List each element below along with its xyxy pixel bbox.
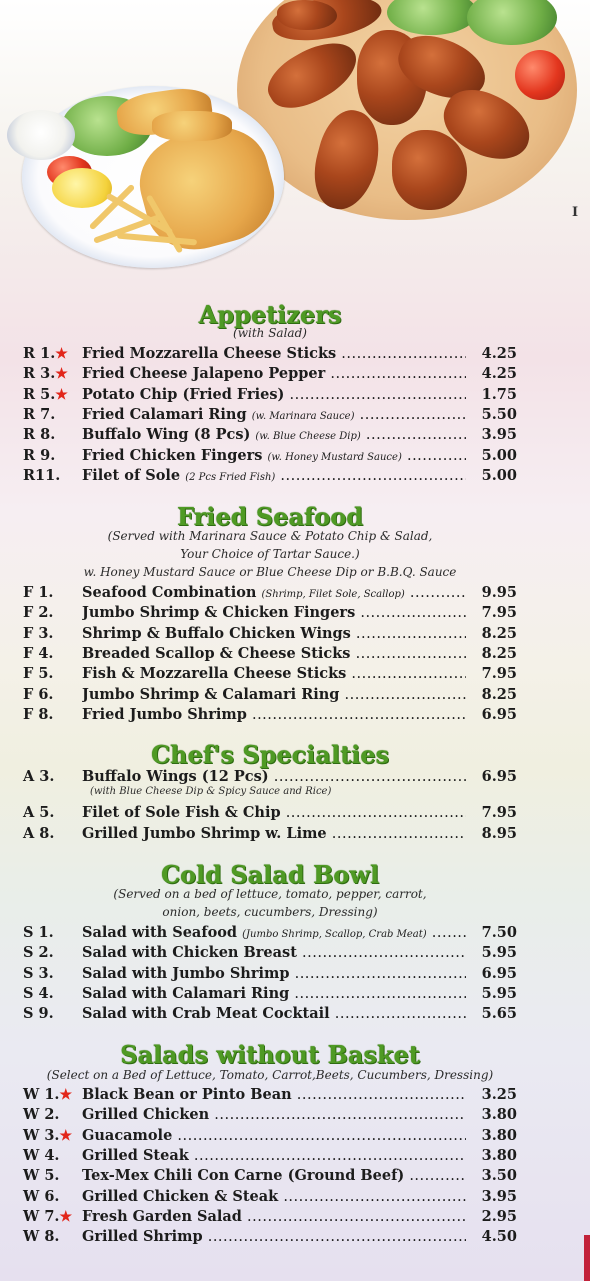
item-code bbox=[23, 824, 54, 844]
menu-item-row[interactable] bbox=[0, 943, 540, 963]
section-title: Cold Salad Bowl bbox=[160, 860, 380, 889]
item-name-text: Fresh Garden Salad bbox=[82, 1207, 242, 1225]
item-name bbox=[82, 1227, 466, 1247]
item-name-text: Buffalo Wings (12 Pcs) bbox=[82, 768, 269, 785]
item-name bbox=[82, 664, 466, 684]
item-name bbox=[82, 446, 466, 468]
menu-item-row[interactable] bbox=[0, 964, 540, 984]
item-name-text: Potato Chip (Fried Fries) bbox=[82, 385, 285, 403]
lettuce-garnish bbox=[387, 0, 477, 35]
menu-item-row[interactable] bbox=[0, 767, 540, 787]
page-edge-strip bbox=[584, 1235, 590, 1281]
item-code bbox=[23, 1126, 72, 1146]
item-code-text: S 4. bbox=[23, 984, 54, 1002]
item-code bbox=[23, 603, 53, 623]
item-name bbox=[82, 1004, 466, 1024]
item-code-text: W 6. bbox=[23, 1187, 60, 1205]
item-code bbox=[23, 1004, 54, 1024]
item-name-text: Tex-Mex Chili Con Carne (Ground Beef) bbox=[82, 1167, 405, 1185]
item-price: 4.25 bbox=[481, 365, 517, 383]
item-price: 4.25 bbox=[481, 345, 517, 362]
item-price: 3.95 bbox=[481, 1187, 517, 1205]
item-code bbox=[23, 364, 68, 384]
item-code bbox=[23, 446, 55, 466]
fish-and-chips-plate-image bbox=[22, 86, 284, 268]
item-price: 5.50 bbox=[481, 405, 517, 423]
item-code bbox=[23, 964, 54, 984]
item-name-text: Breaded Scallop & Cheese Sticks bbox=[82, 644, 351, 662]
item-name-text: Fried Calamari Ring bbox=[82, 405, 247, 423]
menu-item-row[interactable] bbox=[0, 1227, 540, 1247]
item-note: (Jumbo Shrimp, Scallop, Crab Meat) bbox=[242, 929, 427, 940]
menu-item-row[interactable] bbox=[0, 624, 540, 644]
item-code bbox=[23, 685, 53, 705]
star-icon: ★ bbox=[55, 386, 68, 403]
item-code bbox=[23, 385, 68, 405]
buffalo-wings-platter-image bbox=[237, 0, 577, 220]
menu-item-row[interactable] bbox=[0, 1207, 540, 1227]
item-price: 7.95 bbox=[481, 604, 517, 622]
item-code bbox=[23, 1085, 72, 1105]
item-code-text: S 1. bbox=[23, 924, 54, 941]
item-name bbox=[82, 1187, 466, 1207]
item-name bbox=[82, 1166, 466, 1186]
item-code-text: R11. bbox=[23, 466, 61, 484]
item-name bbox=[82, 923, 466, 945]
menu-item-row[interactable] bbox=[0, 1187, 540, 1207]
item-name bbox=[82, 984, 466, 1004]
section-note: (with Salad) bbox=[233, 326, 307, 340]
menu-item-row[interactable] bbox=[0, 1166, 540, 1186]
section-note: onion, beets, cucumbers, Dressing) bbox=[162, 905, 378, 919]
item-code-text: F 4. bbox=[23, 644, 54, 662]
item-price: 3.50 bbox=[481, 1167, 517, 1185]
menu-item-row[interactable] bbox=[0, 1146, 540, 1166]
item-code-text: A 8. bbox=[23, 824, 55, 842]
item-code bbox=[23, 767, 54, 787]
item-name bbox=[82, 344, 466, 364]
item-name-text: Grilled Chicken bbox=[82, 1106, 210, 1124]
item-code bbox=[23, 1187, 59, 1207]
item-note: (w. Blue Cheese Dip) bbox=[255, 431, 361, 443]
item-price: 1.75 bbox=[481, 385, 517, 403]
item-name bbox=[82, 1105, 466, 1125]
item-price: 5.00 bbox=[481, 446, 517, 464]
star-icon: ★ bbox=[55, 346, 68, 362]
item-name-text: Jumbo Shrimp & Chicken Fingers bbox=[82, 604, 356, 622]
item-price: 6.95 bbox=[481, 964, 517, 982]
item-name bbox=[82, 685, 466, 705]
menu-item-row[interactable] bbox=[0, 1105, 540, 1125]
item-code bbox=[23, 425, 55, 445]
item-code-text: F 2. bbox=[23, 604, 54, 622]
menu-item-row[interactable] bbox=[0, 364, 540, 384]
item-name bbox=[82, 1146, 466, 1166]
item-code-text: F 6. bbox=[23, 685, 54, 703]
item-code bbox=[23, 923, 54, 943]
item-code-text: S 3. bbox=[23, 964, 54, 982]
item-name bbox=[82, 466, 466, 488]
item-code bbox=[23, 1227, 59, 1247]
menu-item-row[interactable] bbox=[0, 583, 540, 603]
item-name bbox=[82, 603, 466, 623]
item-name-text: Salad with Chicken Breast bbox=[82, 944, 297, 962]
item-code bbox=[23, 624, 53, 644]
item-name bbox=[82, 405, 466, 427]
item-name bbox=[82, 803, 466, 823]
item-name-text: Jumbo Shrimp & Calamari Ring bbox=[82, 685, 340, 703]
section-note: (Served with Marinara Sauce & Potato Chip & Salad, bbox=[107, 529, 433, 543]
item-code-text: F 3. bbox=[23, 624, 54, 642]
menu-item-row[interactable] bbox=[0, 705, 540, 725]
section-note: (Select on a Bed of Lettuce, Tomato, Carrot,Beets, Cucumbers, Dressing) bbox=[46, 1068, 494, 1082]
item-price: 4.50 bbox=[481, 1228, 517, 1246]
item-price: 3.80 bbox=[481, 1146, 517, 1164]
item-code-text: A 3. bbox=[23, 768, 55, 785]
item-price: 8.25 bbox=[481, 685, 517, 703]
item-name-text: Guacamole bbox=[82, 1126, 173, 1144]
item-name bbox=[82, 705, 466, 725]
menu-item-row[interactable] bbox=[0, 1126, 540, 1146]
item-name bbox=[82, 767, 466, 787]
item-name-text: Seafood Combination bbox=[82, 584, 257, 601]
item-price: 3.80 bbox=[481, 1106, 517, 1124]
item-name-text: Fried Mozzarella Cheese Sticks bbox=[82, 345, 337, 362]
item-code bbox=[23, 1105, 59, 1125]
star-icon: ★ bbox=[59, 1208, 73, 1225]
menu-item-row[interactable] bbox=[0, 446, 540, 466]
item-code bbox=[23, 803, 54, 823]
item-name-text: Grilled Steak bbox=[82, 1146, 189, 1164]
item-code bbox=[23, 1166, 59, 1186]
item-name bbox=[82, 624, 466, 644]
item-price: 5.95 bbox=[481, 944, 517, 962]
item-code bbox=[23, 984, 54, 1004]
menu-item-row[interactable] bbox=[0, 1004, 540, 1024]
item-code bbox=[23, 664, 53, 684]
item-code bbox=[23, 405, 55, 425]
item-price: 8.25 bbox=[481, 624, 517, 642]
item-code-text: R 3. bbox=[23, 365, 56, 383]
item-price: 5.95 bbox=[481, 984, 517, 1002]
item-price: 7.50 bbox=[481, 924, 517, 941]
menu-item-row[interactable] bbox=[0, 405, 540, 425]
item-code-text: A 5. bbox=[23, 804, 55, 822]
item-note: (Shrimp, Filet Sole, Scallop) bbox=[261, 589, 405, 600]
lettuce-garnish bbox=[467, 0, 557, 45]
item-code-text: W 7. bbox=[23, 1207, 60, 1225]
item-code-text: R 8. bbox=[23, 426, 56, 444]
item-price: 8.95 bbox=[481, 824, 517, 842]
item-code-text: R 7. bbox=[23, 405, 56, 423]
item-code-text: R 5. bbox=[23, 385, 56, 403]
menu-item-row[interactable] bbox=[0, 385, 540, 405]
item-code bbox=[23, 583, 53, 603]
fried-fish bbox=[152, 111, 232, 141]
item-name-text: Fried Cheese Jalapeno Pepper bbox=[82, 365, 326, 383]
section-title: Appetizers bbox=[198, 300, 342, 329]
item-code-text: F 5. bbox=[23, 665, 54, 683]
item-name-text: Filet of Sole Fish & Chip bbox=[82, 804, 281, 822]
item-name-text: Filet of Sole bbox=[82, 466, 181, 484]
item-name bbox=[82, 364, 466, 384]
item-name bbox=[82, 1207, 466, 1227]
item-name bbox=[82, 824, 466, 844]
item-price: 8.25 bbox=[481, 644, 517, 662]
item-code bbox=[23, 1146, 59, 1166]
item-name-text: Black Bean or Pinto Bean bbox=[82, 1086, 292, 1103]
item-name-text: Salad with Jumbo Shrimp bbox=[82, 964, 290, 982]
item-name-text: Fried Jumbo Shrimp bbox=[82, 705, 247, 723]
tomato-garnish bbox=[515, 50, 565, 100]
item-name-text: Salad with Seafood bbox=[82, 924, 238, 941]
item-price: 2.95 bbox=[481, 1207, 517, 1225]
section-title: Fried Seafood bbox=[176, 502, 364, 531]
item-code-text: W 2. bbox=[23, 1106, 60, 1124]
wing bbox=[277, 0, 337, 30]
star-icon: ★ bbox=[59, 1087, 73, 1103]
item-note: (w. Honey Mustard Sauce) bbox=[267, 451, 402, 463]
section-title: Salads without Basket bbox=[120, 1040, 420, 1069]
item-name-text: Grilled Jumbo Shrimp w. Lime bbox=[82, 824, 327, 842]
item-code-text: R 9. bbox=[23, 446, 56, 464]
item-name bbox=[82, 583, 466, 605]
item-name bbox=[82, 964, 466, 984]
item-name bbox=[82, 943, 466, 963]
item-code-text: W 1. bbox=[23, 1086, 60, 1103]
star-icon: ★ bbox=[55, 366, 68, 383]
item-name bbox=[82, 425, 466, 447]
menu-item-row[interactable] bbox=[0, 923, 540, 943]
item-code-text: W 4. bbox=[23, 1146, 60, 1164]
item-code-text: F 1. bbox=[23, 584, 54, 601]
item-subnote: (with Blue Cheese Dip & Spicy Sauce and Rice) bbox=[90, 786, 332, 798]
section-note: w. Honey Mustard Sauce or Blue Cheese Dip or B.B.Q. Sauce bbox=[83, 565, 457, 579]
item-code bbox=[23, 943, 54, 963]
menu-item-row[interactable] bbox=[0, 1085, 540, 1105]
section-note: (Served on a bed of lettuce, tomato, pepper, carrot, bbox=[113, 887, 427, 901]
item-name bbox=[82, 385, 466, 405]
item-code-text: W 8. bbox=[23, 1228, 60, 1246]
item-price: 3.80 bbox=[481, 1126, 517, 1144]
item-price: 3.95 bbox=[481, 426, 517, 444]
item-code bbox=[23, 644, 53, 664]
menu-item-row[interactable] bbox=[0, 664, 540, 684]
item-price: 6.95 bbox=[481, 768, 517, 785]
item-code bbox=[23, 466, 60, 486]
item-price: 3.25 bbox=[481, 1086, 517, 1103]
lemon-wedge bbox=[52, 168, 112, 208]
page-edge-mark: I bbox=[572, 205, 579, 220]
menu-item-row[interactable] bbox=[0, 344, 540, 364]
item-name-text: Shrimp & Buffalo Chicken Wings bbox=[82, 624, 351, 642]
coleslaw-cup bbox=[7, 110, 75, 160]
star-icon: ★ bbox=[59, 1127, 73, 1144]
item-code bbox=[23, 1207, 72, 1227]
item-price: 6.95 bbox=[481, 705, 517, 723]
item-code-text: W 5. bbox=[23, 1167, 60, 1185]
section-title: Chef's Specialties bbox=[150, 740, 390, 769]
item-name-text: Fish & Mozzarella Cheese Sticks bbox=[82, 665, 347, 683]
menu-item-row[interactable] bbox=[0, 644, 540, 664]
menu-item-row[interactable] bbox=[0, 466, 540, 486]
menu-item-row[interactable] bbox=[0, 984, 540, 1004]
item-name-text: Grilled Shrimp bbox=[82, 1228, 203, 1246]
item-note: (2 Pcs Fried Fish) bbox=[185, 471, 276, 483]
item-name-text: Salad with Crab Meat Cocktail bbox=[82, 1005, 330, 1023]
item-code-text: F 8. bbox=[23, 705, 54, 723]
item-name bbox=[82, 1126, 466, 1146]
wing bbox=[392, 130, 467, 210]
item-price: 5.00 bbox=[481, 466, 517, 484]
item-name bbox=[82, 644, 466, 664]
item-price: 7.95 bbox=[481, 804, 517, 822]
item-note: (w. Marinara Sauce) bbox=[251, 410, 355, 422]
menu-item-row[interactable] bbox=[0, 603, 540, 623]
item-name-text: Salad with Calamari Ring bbox=[82, 984, 290, 1002]
wing bbox=[259, 30, 366, 121]
item-code-text: S 9. bbox=[23, 1005, 54, 1023]
item-name-text: Buffalo Wing (8 Pcs) bbox=[82, 426, 251, 444]
menu-item-row[interactable] bbox=[0, 803, 540, 823]
item-code bbox=[23, 344, 68, 364]
item-name bbox=[82, 1085, 466, 1105]
item-price: 5.65 bbox=[481, 1005, 517, 1023]
menu-item-row[interactable] bbox=[0, 824, 540, 844]
menu-item-row[interactable] bbox=[0, 425, 540, 445]
item-price: 7.95 bbox=[481, 665, 517, 683]
item-name-text: Fried Chicken Fingers bbox=[82, 446, 263, 464]
item-code-text: S 2. bbox=[23, 944, 54, 962]
item-code-text: R 1. bbox=[23, 345, 56, 362]
menu-item-row[interactable] bbox=[0, 685, 540, 705]
item-code-text: W 3. bbox=[23, 1126, 60, 1144]
item-code bbox=[23, 705, 53, 725]
section-note: Your Choice of Tartar Sauce.) bbox=[180, 547, 360, 561]
item-price: 9.95 bbox=[481, 584, 517, 601]
item-name-text: Grilled Chicken & Steak bbox=[82, 1187, 279, 1205]
